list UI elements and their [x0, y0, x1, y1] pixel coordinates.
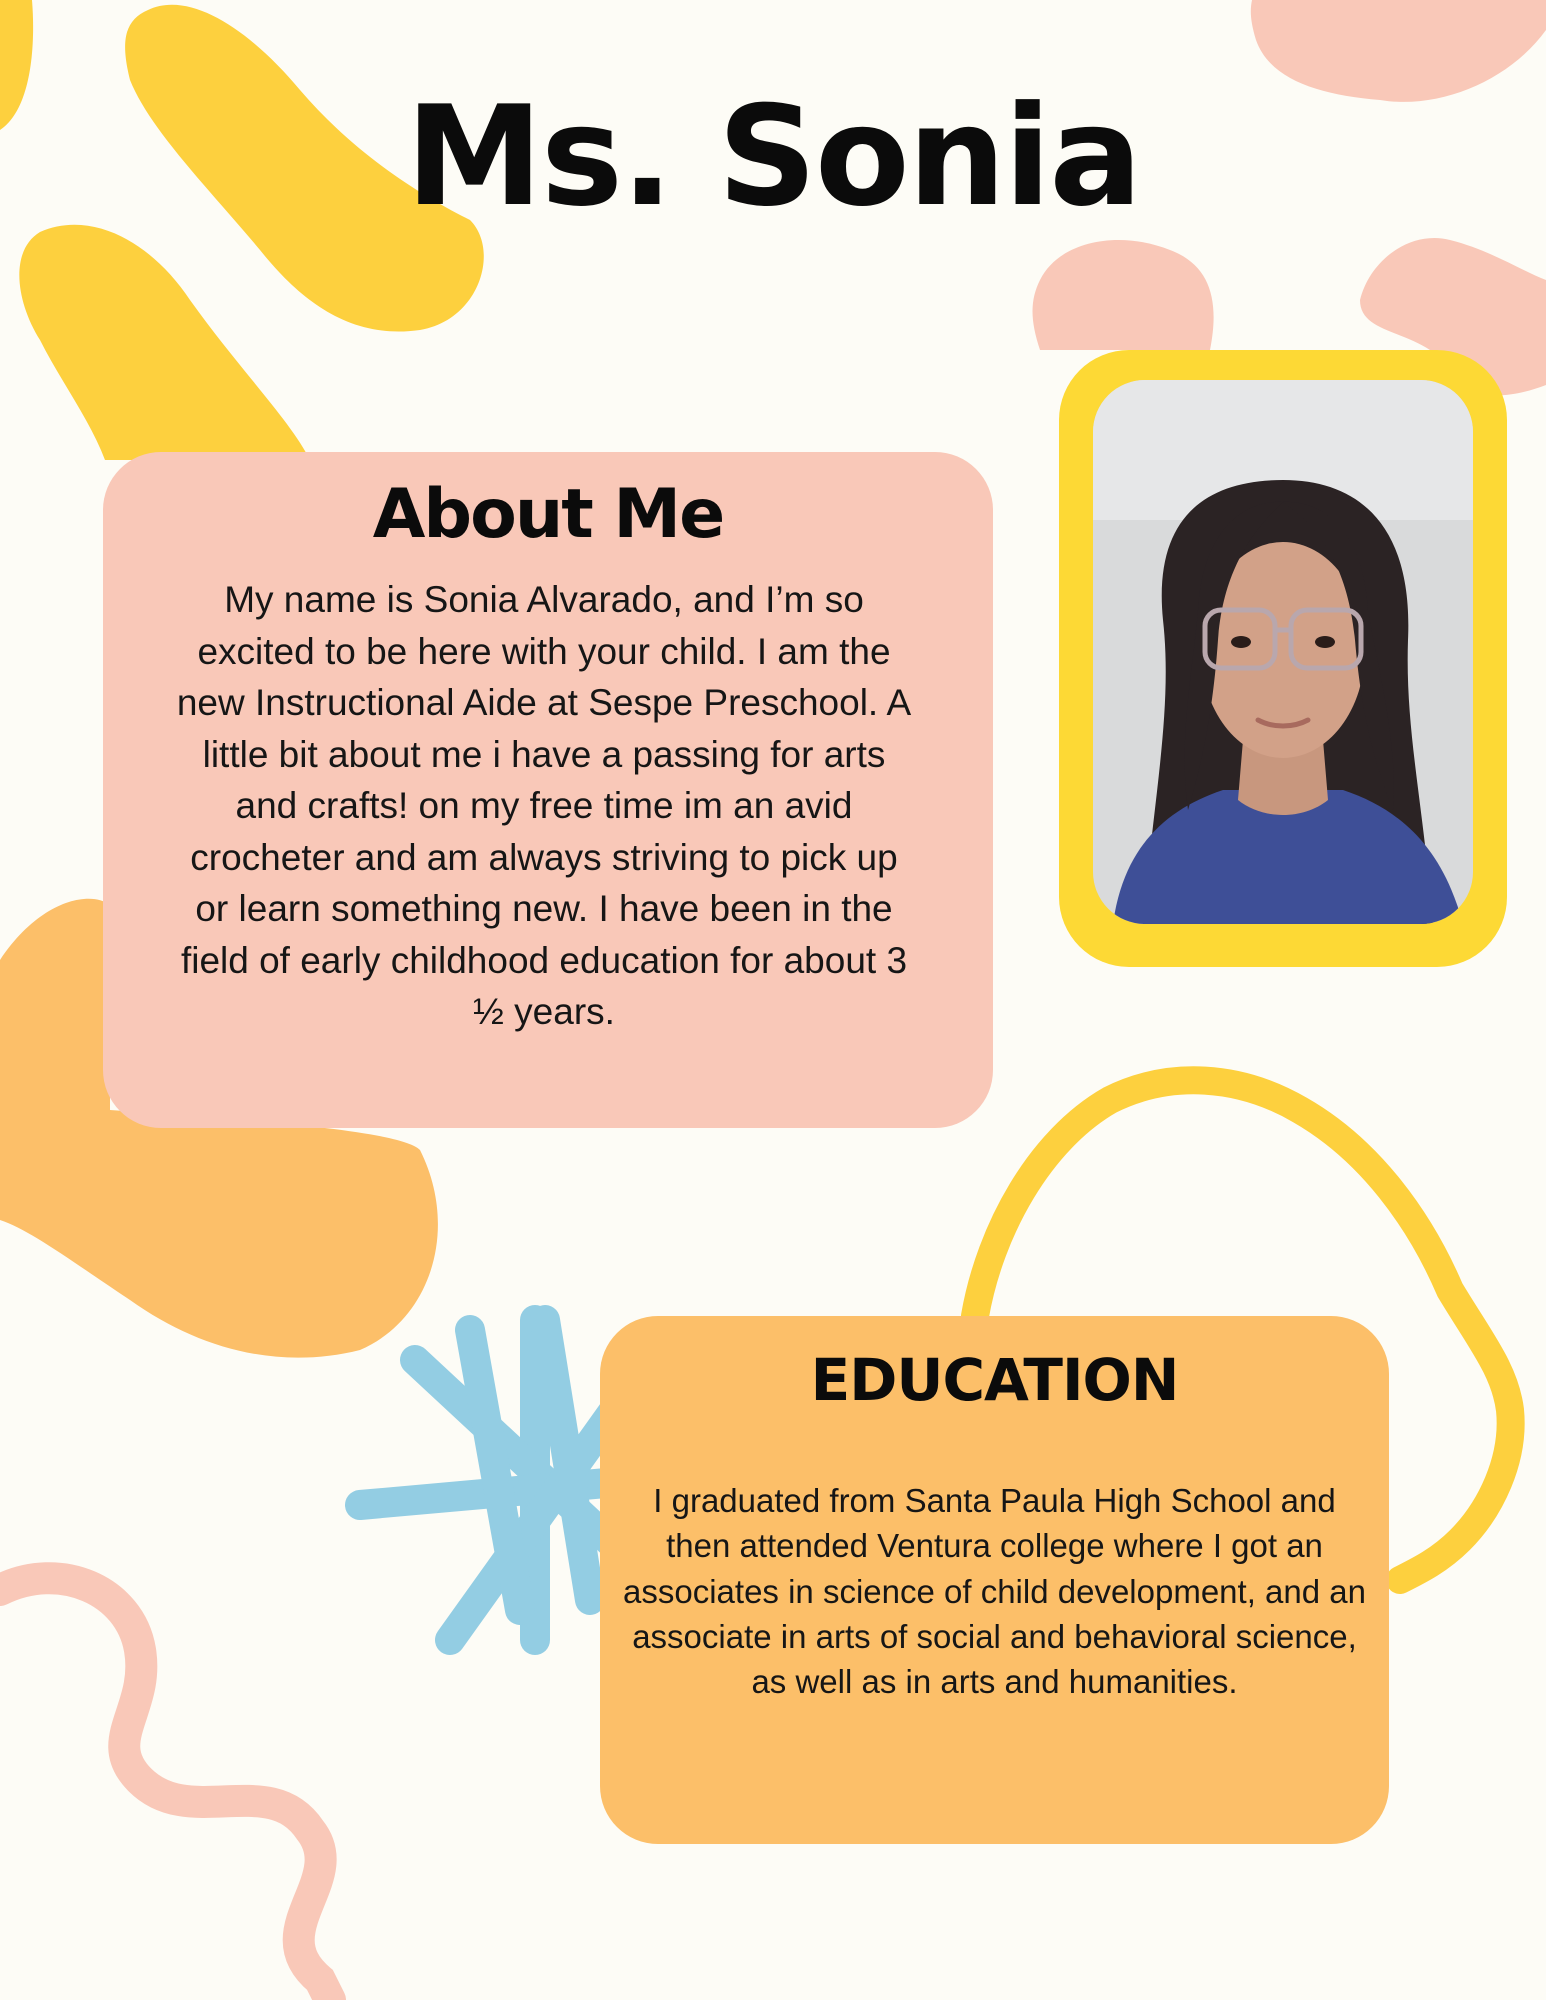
- portrait-frame: [1059, 350, 1507, 967]
- yellow-blob-left-shape: [19, 225, 310, 460]
- education-text: I graduated from Santa Paula High School and then attended Ventura college where I got an associates in science of child development, and an associate in arts of social and behavioral science, as well as in arts and humanities.: [623, 1482, 1366, 1701]
- portrait-photo: [1093, 380, 1473, 924]
- about-me-heading: About Me: [372, 475, 724, 554]
- pink-blob-top-right-shape: [1251, 0, 1546, 102]
- about-me-text: My name is Sonia Alvarado, and I’m so excited to be here with your child. I am the new Instructional Aide at Sespe Preschool. A little bit about me i have a passing for arts and crafts! on my free time im an avid crocheter and am always striving to pick up or learn something new. I have been in the field of early childhood education for about 3 ½ years.: [176, 579, 912, 1032]
- page-title: Ms. Sonia: [405, 76, 1141, 237]
- about-me-card: [103, 452, 993, 1128]
- education-card: [600, 1316, 1389, 1844]
- pink-squiggle-shape: [0, 1578, 330, 2000]
- education-heading: EDUCATION: [810, 1346, 1179, 1414]
- pink-blob-mid-right-shape: [1033, 240, 1214, 350]
